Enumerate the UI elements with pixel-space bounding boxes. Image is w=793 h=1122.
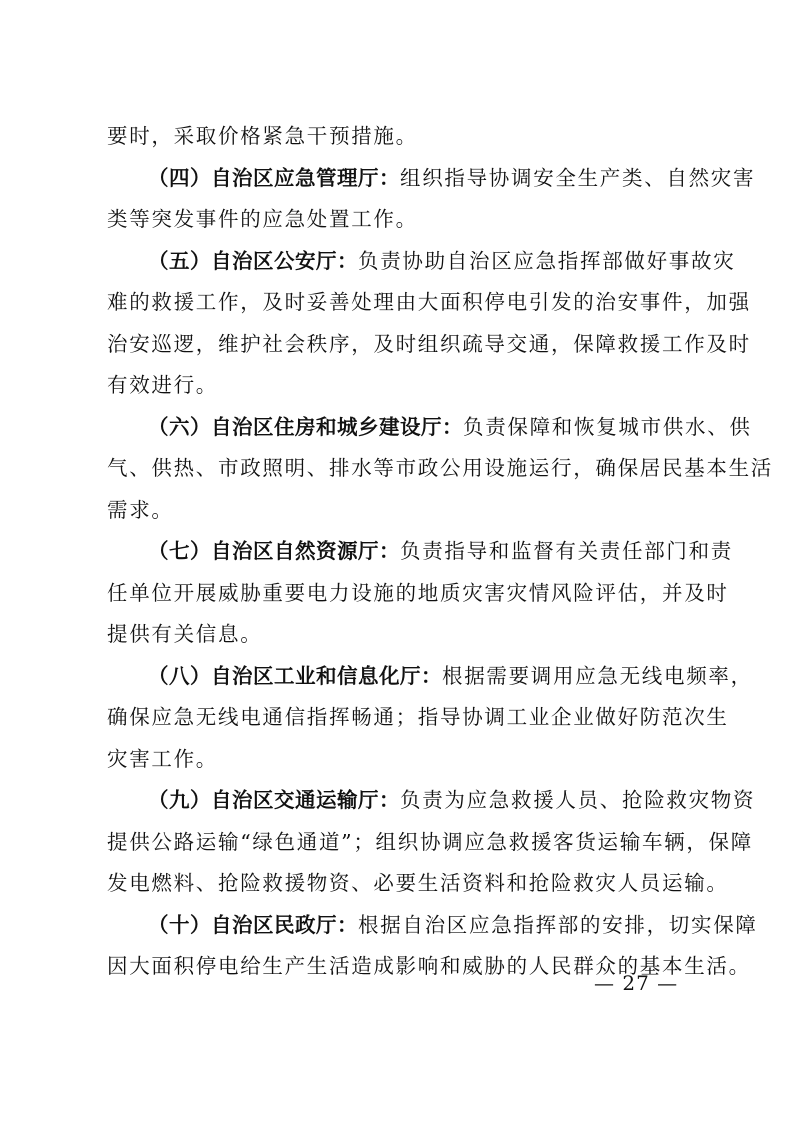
paragraph-text: 组织指导协调安全生产类、自然灾害 xyxy=(400,165,756,190)
paragraph-natural-resources xyxy=(107,531,733,656)
page-number: — 27 — xyxy=(594,971,679,995)
paragraph-line: 提供有关信息。 xyxy=(107,622,263,646)
paragraph-line xyxy=(107,531,733,573)
paragraph-emergency-management xyxy=(107,158,756,241)
paragraph-line: 类等突发事件的应急处置工作。 xyxy=(107,207,418,231)
paragraph-heading: （七）自治区自然资源厅： xyxy=(148,539,400,563)
document-body xyxy=(107,116,773,988)
paragraph-line: 因大面积停电给生产生活造成影响和威胁的人民群众的基本生活。 xyxy=(107,954,751,978)
paragraph-line: 提供公路运输“绿色通道”；组织协调应急救援客货运输车辆，保障 xyxy=(107,829,753,854)
paragraph-text: 负责保障和恢复城市供水、供 xyxy=(463,414,752,439)
paragraph-line: 有效进行。 xyxy=(107,373,218,397)
paragraph-line: 发电燃料、抢险救援物资、必要生活资料和抢险救灾人员运输。 xyxy=(107,871,729,895)
paragraph-line xyxy=(107,780,756,822)
paragraph-text: 负责指导和监督有关责任部门和责 xyxy=(400,539,733,563)
paragraph-line xyxy=(107,158,756,200)
paragraph-heading: （八）自治区工业和信息化厅： xyxy=(148,663,442,688)
paragraph-text: 根据需要调用应急无线电频率， xyxy=(442,663,753,688)
paragraph-transportation xyxy=(107,780,756,905)
paragraph-line: 要时，采取价格紧急干预措施。 xyxy=(107,124,418,148)
paragraph-text: 负责协助自治区应急指挥部做好事故灾 xyxy=(358,248,736,273)
paragraph-text: 根据自治区应急指挥部的安排，切实保障 xyxy=(358,912,758,937)
paragraph-heading: （四）自治区应急管理厅： xyxy=(148,165,400,190)
paragraph-heading: （五）自治区公安厅： xyxy=(148,248,358,273)
paragraph-line: 难的救援工作，及时妥善处理由大面积停电引发的治安事件，加强 xyxy=(107,290,751,314)
paragraph-line: 需求。 xyxy=(107,497,174,522)
paragraph-line xyxy=(107,905,758,947)
paragraph-line: 治安巡逻，维护社会秩序，及时组织疏导交通，保障救援工作及时 xyxy=(107,331,751,356)
paragraph-public-security xyxy=(107,241,751,407)
paragraph-housing-construction xyxy=(107,407,773,532)
paragraph-price-intervention xyxy=(107,116,690,158)
paragraph-line xyxy=(107,407,752,449)
paragraph-heading: （六）自治区住房和城乡建设厅： xyxy=(148,414,463,439)
paragraph-line: 确保应急无线电通信指挥畅通；指导协调工业企业做好防范次生 xyxy=(107,705,729,729)
paragraph-heading: （十）自治区民政厅： xyxy=(148,912,358,937)
paragraph-line xyxy=(107,656,753,698)
paragraph-line: 气、供热、市政照明、排水等市政公用设施运行，确保居民基本生活 xyxy=(107,456,773,480)
paragraph-industry-it xyxy=(107,656,753,781)
paragraph-text: 负责为应急救援人员、抢险救灾物资 xyxy=(400,788,756,812)
paragraph-heading: （九）自治区交通运输厅： xyxy=(148,788,400,812)
paragraph-line: 灾害工作。 xyxy=(107,746,218,771)
paragraph-line xyxy=(107,241,736,283)
paragraph-line: 任单位开展威胁重要电力设施的地质灾害灾情风险评估，并及时 xyxy=(107,580,729,605)
